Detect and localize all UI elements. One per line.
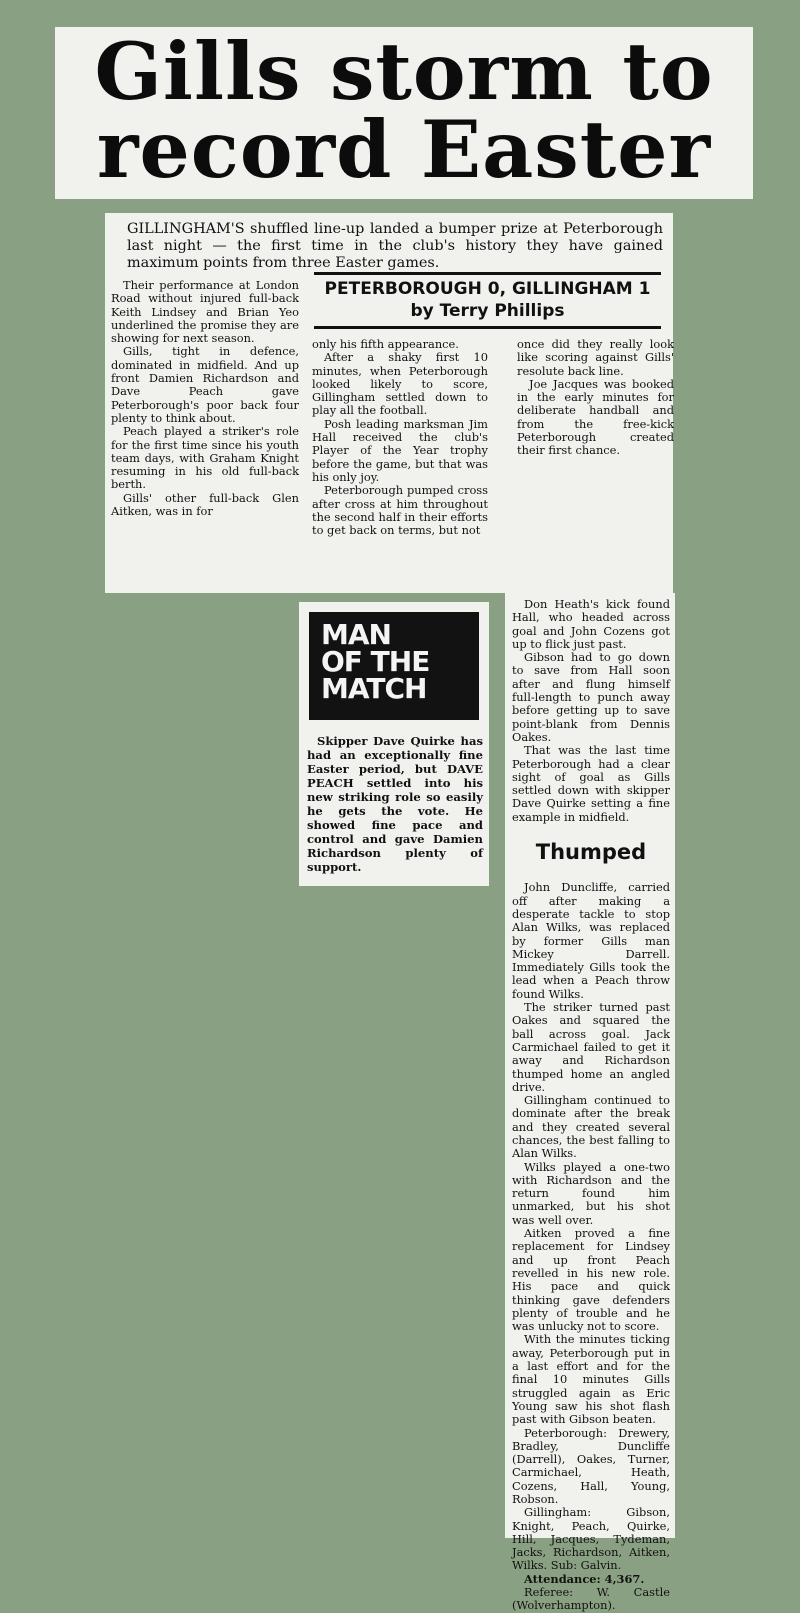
headline-clipping xyxy=(55,27,753,199)
byline-box xyxy=(314,272,661,329)
paragraph: Joe Jacques was booked in the early minutes for deliberate handball and from the free-kick Peterborough created their first chance. xyxy=(517,376,674,458)
man-of-the-match-clipping xyxy=(299,602,489,886)
paragraph: Gibson had to go down to save from Hall soon after and flung himself full-length to punch away before getting up to save point-blank from Dennis Oakes. xyxy=(512,650,670,744)
paragraph: Gills' other full-back Glen Aitken, was in for xyxy=(111,490,299,519)
paragraph: Their performance at London Road without injured full-back Keith Lindsey and Brian Yeo underlined the promise they are showing for next season. xyxy=(111,278,299,346)
paragraph: once did they really look like scoring against Gills' resolute back line. xyxy=(517,337,674,378)
logo-line: MAN xyxy=(321,618,391,651)
logo-line: OF THE xyxy=(321,645,430,678)
man-of-the-match-text xyxy=(307,734,483,874)
paragraph: Gills, tight in defence, dominated in midfield. And up front Damien Richardson and Dave Peach gave Peterborough's poor back four plenty to think about. xyxy=(111,344,299,425)
paragraph: John Duncliffe, carried off after making a desperate tackle to stop Alan Wilks, was replaced by former Gills man Mickey Darrell. Immediately Gills took the lead when a Peach throw found Wilks. xyxy=(512,880,670,1001)
team-line-peterborough: Peterborough: Drewery, Bradley, Duncliffe (Darrell), Oakes, Turner, Carmichael, Heath, Cozens, Hall, Young, Robson. xyxy=(512,1425,670,1506)
subheading: Thumped xyxy=(535,840,647,865)
headline-line-2: record Easter xyxy=(96,103,712,196)
logo-line: MATCH xyxy=(321,672,427,705)
headline xyxy=(55,25,753,196)
score-line: PETERBOROUGH 0, GILLINGHAM 1 xyxy=(324,279,651,299)
attendance: Attendance: 4,367. xyxy=(524,1571,645,1586)
paragraph: Posh leading marksman Jim Hall received the club's Player of the Year trophy before the game, but that was his only joy. xyxy=(312,416,488,484)
paragraph: With the minutes ticking away, Peterborough put in a last effort and for the final 10 minutes Gills struggled again as Eric Young saw his shot flash past with Gibson beaten. xyxy=(512,1332,670,1427)
referee: Referee: W. Castle (Wolverhampton). xyxy=(512,1585,670,1613)
article-clipping xyxy=(105,213,673,593)
paragraph: Don Heath's kick found Hall, who headed across goal and John Cozens got up to flick just past. xyxy=(512,597,670,651)
paragraph: Wilks played a one-two with Richardson and the return found him unmarked, but his shot was well over. xyxy=(512,1159,670,1227)
paragraph: The striker turned past Oakes and squared the ball across goal. Jack Carmichael failed to get it away and Richardson thumped home an angled drive. xyxy=(512,1000,670,1094)
paragraph: only his fifth appearance. xyxy=(312,337,459,351)
paragraph: That was the last time Peterborough had a clear sight of goal as Gills settled down with skipper Dave Quirke setting a fine example in midfield. xyxy=(512,743,670,824)
article-column-3 xyxy=(512,598,670,1613)
paragraph: Aitken proved a fine replacement for Lindsey and up front Peach revelled in his new role. His pace and quick thinking gave defenders plenty of trouble and he was unlucky not to score. xyxy=(512,1226,670,1334)
author-byline: by Terry Phillips xyxy=(410,301,565,321)
article-column-3-top xyxy=(517,338,674,458)
paragraph: Peach played a striker's role for the first time since his youth team days, with Graham Knight resuming in his old full-back berth. xyxy=(111,424,299,492)
continuation-clipping xyxy=(505,593,675,1613)
paragraph: After a shaky first 10 minutes, when Peterborough looked likely to score, Gillingham settled down to play all the football. xyxy=(312,350,488,418)
man-of-the-match-logo xyxy=(309,612,479,720)
paragraph: Gillingham continued to dominate after the break and they created several chances, the best falling to Alan Wilks. xyxy=(512,1093,670,1161)
headline-line-1: Gills storm to xyxy=(94,25,714,118)
article-column-2 xyxy=(312,338,488,537)
article-column-1 xyxy=(111,279,299,518)
paragraph: Skipper Dave Quirke has had an exceptionally fine Easter period, but DAVE PEACH settled into his new striking role so easily he gets the vote. He showed fine pace and control and gave Damien Richardson plenty of support. xyxy=(307,734,483,874)
paragraph: Peterborough pumped cross after cross at him throughout the second half in their efforts to get back on terms, but not xyxy=(312,483,488,538)
team-line-gillingham: Gillingham: Gibson, Knight, Peach, Quirke, Hill, Jacques, Tydeman, Jacks, Richardson, Aitken, Wilks. Sub: Galvin. xyxy=(512,1505,670,1573)
intro-paragraph: GILLINGHAM'S shuffled line-up landed a bumper prize at Peterborough last night — the first time in the club's history they have gained maximum points from three Easter games. xyxy=(127,221,663,271)
